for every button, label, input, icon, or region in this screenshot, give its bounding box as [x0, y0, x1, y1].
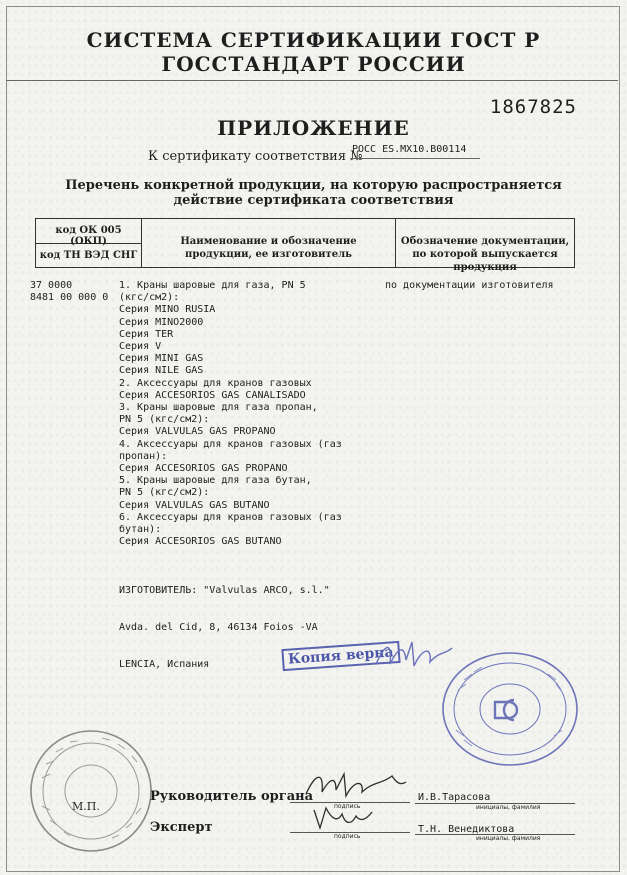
head-name: И.В.Тарасова — [418, 792, 491, 803]
expert-name-caption: инициалы, фамилия — [476, 835, 541, 842]
manufacturer-line: ИЗГОТОВИТЕЛЬ: "Valvulas ARCO, s.l." — [119, 585, 330, 597]
product-list-line: PN 5 (кгс/см2): — [119, 487, 210, 499]
manufacturer-line: Avda. del Cid, 8, 46134 Foios -VA — [119, 622, 318, 634]
system-title: СИСТЕМА СЕРТИФИКАЦИИ ГОСТ Р — [86, 28, 541, 52]
product-list-line: Серия ACCESORIOS GAS BUTANO — [119, 536, 282, 548]
head-role-label: Руководитель органа — [150, 789, 314, 804]
manufacturer-line: LENCIA, Испания — [119, 658, 210, 670]
product-list-line: 4. Аксессуары для кранов газовых (газ — [119, 438, 342, 450]
list-title-line2: действие сертификата соответствия — [173, 193, 454, 208]
certification-body-stamp — [440, 650, 580, 768]
seal-stamp — [28, 728, 154, 854]
tnved-code: 8481 00 000 0 — [30, 292, 109, 304]
documentation-header — [396, 235, 574, 274]
product-list-line: 5. Краны шаровые для газа бутан, — [119, 475, 312, 487]
list-title-line1: Перечень конкретной продукции, на которую распространяется — [65, 178, 562, 193]
product-list-line: Серия VALVULAS GAS PROPANO — [119, 426, 276, 438]
manufacturer-block — [119, 561, 330, 695]
cert-reference-underline — [350, 158, 480, 159]
okp-code: 37 0000 — [30, 280, 73, 291]
expert-name: Т.Н. Венедиктова — [418, 824, 515, 835]
header-divider — [6, 80, 618, 81]
product-list — [119, 280, 342, 548]
expert-signature-caption: подпись — [334, 833, 361, 840]
product-list-line: Серия MINO RUSIA — [119, 304, 216, 316]
product-codes — [30, 280, 108, 304]
documentation-reference: по документации изготовителя — [385, 280, 554, 291]
table-header — [35, 218, 575, 273]
head-name-caption: инициалы, фамилия — [476, 804, 541, 811]
product-list-line: Серия MINO2000 — [119, 316, 204, 328]
okp-code-header: код ОК 005 (ОКП) — [55, 225, 122, 247]
tnved-code-header: код ТН ВЭД СНГ — [39, 250, 138, 261]
product-list-line: Серия ACCESORIOS GAS CANALISADO — [119, 389, 306, 401]
product-list-line: Серия VALVULAS GAS BUTANO — [119, 499, 270, 511]
product-name-header — [142, 235, 395, 261]
product-list-line: пропан): — [119, 450, 168, 462]
mp-label: М.П. — [72, 800, 100, 813]
product-name-header-line1: Наименование и обозначение — [180, 236, 357, 247]
product-list-line: PN 5 (кгс/см2): — [119, 414, 210, 426]
product-list-line: (кгс/см2): — [119, 292, 180, 304]
expert-role-label: Эксперт — [150, 820, 213, 835]
head-signature-caption: подпись — [334, 803, 361, 810]
product-list-line: Серия TER — [119, 328, 174, 340]
appendix-title: ПРИЛОЖЕНИЕ — [217, 116, 410, 140]
cert-reference-label: К сертификату соответствия № — [148, 149, 363, 164]
product-list-line: Серия MINI GAS — [119, 353, 204, 365]
head-signature — [300, 768, 410, 804]
cert-reference-code: РОСС ES.MX10.B00114 — [352, 144, 467, 155]
product-list-line: Серия ACCESORIOS GAS PROPANO — [119, 463, 288, 475]
product-list-line: 6. Аксессуары для кранов газовых (газ — [119, 511, 342, 523]
product-list-line: Серия NILE GAS — [119, 365, 204, 377]
product-list-line: бутан): — [119, 524, 162, 536]
copy-verified-stamp: Копия верна — [281, 641, 400, 671]
documentation-header-line1: Обозначение документации, — [400, 236, 570, 247]
agency-title: ГОССТАНДАРТ РОССИИ — [161, 52, 466, 76]
product-name-header-line2: продукции, ее изготовитель — [185, 249, 352, 260]
product-list-line: 3. Краны шаровые для газа пропан, — [119, 402, 318, 414]
product-list-line: 2. Аксессуары для кранов газовых — [119, 377, 312, 389]
product-list-line: Серия V — [119, 341, 162, 353]
certificate-number: 1867825 — [489, 96, 577, 118]
product-list-line: 1. Краны шаровые для газа, PN 5 — [119, 280, 306, 291]
documentation-header-line2: по которой выпускается продукция — [412, 249, 558, 273]
